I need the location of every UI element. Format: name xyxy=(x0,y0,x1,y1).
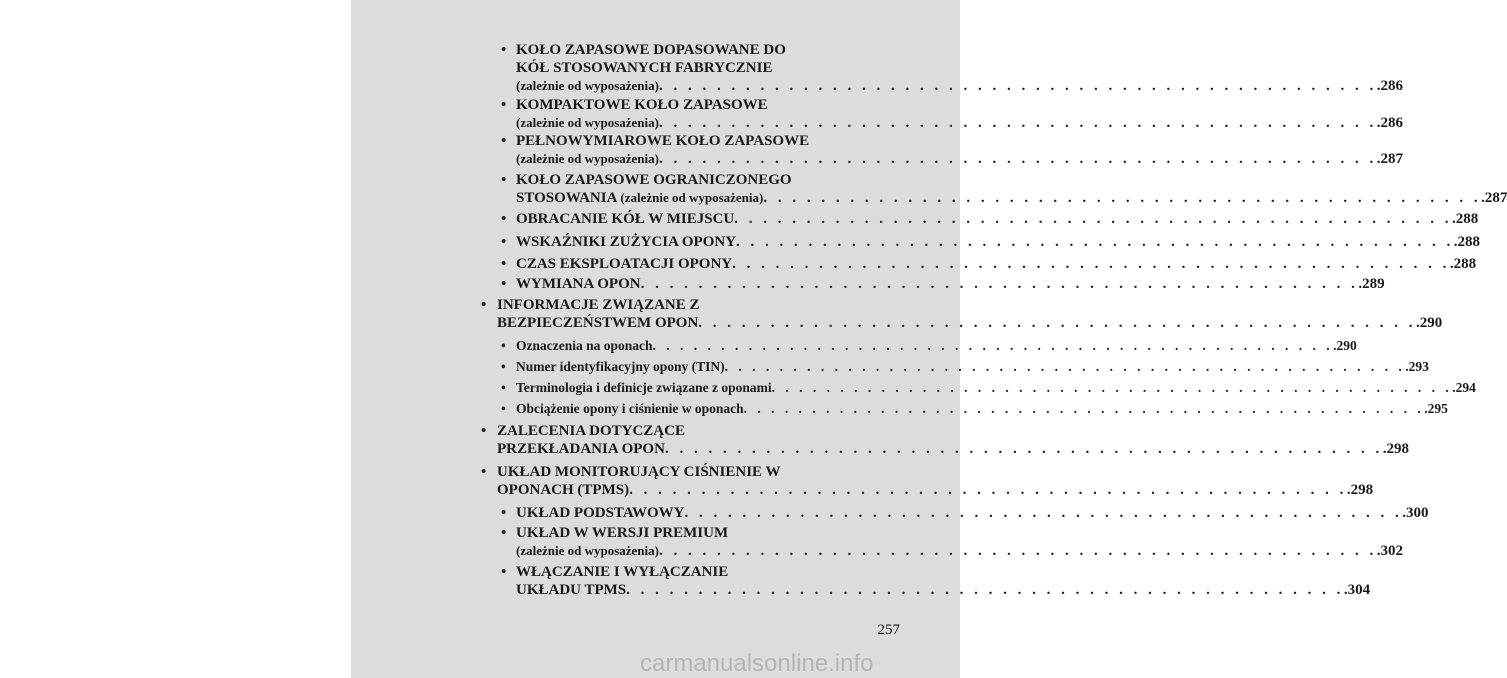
toc-entry-page: .286 xyxy=(1376,115,1403,131)
toc-entry-title: UKŁADU TPMS xyxy=(516,582,627,598)
bullet-icon: • xyxy=(481,297,487,313)
toc-entry-title: (zależnie od wyposażenia) xyxy=(516,543,659,558)
toc-entry-note: (zależnie od wyposażenia) xyxy=(620,190,764,205)
toc-entry-page: .293 xyxy=(1405,359,1429,374)
bullet-icon: • xyxy=(501,564,507,580)
toc-entry-title-line: KOŁO ZAPASOWE OGRANICZONEGO xyxy=(516,172,792,188)
dot-leader: . . . . . . . . . . . . . . . . . . . . . . . . . . . . . . . . . . . . . . . . . . . . . . . . . . xyxy=(640,276,1359,292)
toc-entry-title: WSKAŹNIKI ZUŻYCIA OPONY xyxy=(516,234,737,250)
toc-entry-page: .290 xyxy=(1333,338,1357,353)
toc-entry-title-line: INFORMACJE ZWIĄZANE Z xyxy=(497,297,700,313)
bullet-icon: • xyxy=(481,464,487,480)
toc-entry-title: STOSOWANIA xyxy=(516,190,617,206)
bullet-icon: • xyxy=(501,42,507,58)
toc-entry-page: .304 xyxy=(1343,582,1371,598)
toc-entry-title: Oznaczenia na oponach xyxy=(516,338,653,353)
toc-entry-title-line: UKŁAD MONITORUJĄCY CIŚNIENIE W xyxy=(497,464,781,480)
dot-leader: . . . . . . . . . . . . . . . . . . . . . . . . . . . . . . . . . . . . . . . . . . . . . . . . . . xyxy=(658,543,1377,559)
toc-entry-title-line: KOMPAKTOWE KOŁO ZAPASOWE xyxy=(516,97,768,113)
toc-entry-title: BEZPIECZEŃSTWEM OPON xyxy=(497,315,699,331)
toc-entry-title: PRZEKŁADANIA OPON xyxy=(497,441,665,457)
dot-leader: . . . . . . . . . . . . . . . . . . . . . . . . . . . . . . . . . . . . . . . . . . . . . . . . . . xyxy=(698,315,1417,331)
dot-leader: . . . . . . . . . . . . . . . . . . . . . . . . . . . . . . . . . . . . . . . . . . . . . . . . . . xyxy=(658,115,1377,131)
bullet-icon: • xyxy=(501,359,506,374)
toc-entry-title: WYMIANA OPON xyxy=(516,276,641,292)
dot-leader: . . . . . . . . . . . . . . . . . . . . . . . . . . . . . . . . . . . . . . . . . . . . . . . . . . xyxy=(658,151,1377,167)
toc-entry-title: OBRACANIE KÓŁ W MIEJSCU xyxy=(516,211,735,227)
toc-entry-title-line: ZALECENIA DOTYCZĄCE xyxy=(497,423,685,439)
bullet-icon: • xyxy=(501,401,506,416)
toc-entry-title: (zależnie od wyposażenia) xyxy=(516,151,659,166)
dot-leader: . . . . . . . . . . . . . . . . . . . . . . . . . . . . . . . . . . . . . . . . . . . . . . . . . . xyxy=(763,190,1482,206)
dot-leader: . . . . . . . . . . . . . . . . . . . . . . . . . . . . . . . . . . . . . . . . . . . . . . . . . . xyxy=(684,505,1403,521)
toc-entry-page: .288 xyxy=(1449,256,1477,272)
bullet-icon: • xyxy=(501,234,507,250)
dot-leader: . . . . . . . . . . . . . . . . . . . . . . . . . . . . . . . . . . . . . . . . . . . . . . . . . . xyxy=(771,380,1453,395)
dot-leader: . . . . . . . . . . . . . . . . . . . . . . . . . . . . . . . . . . . . . . . . . . . . . . . . . . xyxy=(736,234,1454,250)
bullet-icon: • xyxy=(501,505,507,521)
bullet-icon: • xyxy=(481,423,487,439)
toc-entry-title-line: UKŁAD W WERSJI PREMIUM xyxy=(516,525,729,541)
toc-entry-page: .302 xyxy=(1376,543,1403,559)
bullet-icon: • xyxy=(501,97,507,113)
toc-entry-title: Terminologia i definicje związane z oponami xyxy=(516,380,772,395)
bullet-icon: • xyxy=(501,276,507,292)
dot-leader: . . . . . . . . . . . . . . . . . . . . . . . . . . . . . . . . . . . . . . . . . . . . . . . . . . xyxy=(732,256,1450,272)
toc-entry-page: .286 xyxy=(1376,78,1403,94)
bullet-icon: • xyxy=(501,338,506,353)
toc-entry-title: (zależnie od wyposażenia) xyxy=(516,115,659,130)
watermark-text: carmanualsonline.info xyxy=(640,650,874,677)
toc-entry-title: UKŁAD PODSTAWOWY xyxy=(516,505,685,521)
dot-leader: . . . . . . . . . . . . . . . . . . . . . . . . . . . . . . . . . . . . . . . . . . . . . . . . . . xyxy=(724,359,1406,374)
toc-entry-title: Numer identyfikacyjny opony (TIN) xyxy=(516,359,725,374)
toc-entry-title: Obciążenie opony i ciśnienie w oponach xyxy=(516,401,744,416)
toc-entry-page: .288 xyxy=(1451,211,1479,227)
toc-entry-page: .290 xyxy=(1416,315,1443,331)
bullet-icon: • xyxy=(501,211,507,227)
dot-leader: . . . . . . . . . . . . . . . . . . . . . . . . . . . . . . . . . . . . . . . . . . . . . . . . . . xyxy=(652,338,1334,353)
dot-leader: . . . . . . . . . . . . . . . . . . . . . . . . . . . . . . . . . . . . . . . . . . . . . . . . . . xyxy=(629,482,1347,498)
bullet-icon: • xyxy=(501,525,507,541)
toc-entry-page: .287 xyxy=(1376,151,1403,167)
toc-entry-page: .295 xyxy=(1424,401,1448,416)
toc-entry-title-line: PEŁNOWYMIAROWE KOŁO ZAPASOWE xyxy=(516,133,810,149)
toc-entry-title-line: WŁĄCZANIE I WYŁĄCZANIE xyxy=(516,564,729,580)
bullet-icon: • xyxy=(501,380,506,395)
toc-entry-page: .287 xyxy=(1481,190,1507,206)
toc-entry-page: .288 xyxy=(1453,234,1481,250)
toc-entry-page: .298 xyxy=(1382,441,1409,457)
toc-entry-page: .289 xyxy=(1358,276,1385,292)
toc-entry-page: .298 xyxy=(1346,482,1374,498)
bullet-icon: • xyxy=(501,256,507,272)
dot-leader: . . . . . . . . . . . . . . . . . . . . . . . . . . . . . . . . . . . . . . . . . . . . . . . . . . xyxy=(664,441,1383,457)
dot-leader: . . . . . . . . . . . . . . . . . . . . . . . . . . . . . . . . . . . . . . . . . . . . . . . . . . xyxy=(734,211,1452,227)
dot-leader: . . . . . . . . . . . . . . . . . . . . . . . . . . . . . . . . . . . . . . . . . . . . . . . . . . xyxy=(626,582,1344,598)
toc-entry-page: .300 xyxy=(1402,505,1429,521)
toc-entry-title: OPONACH (TPMS) xyxy=(497,482,630,498)
toc-entry-title: CZAS EKSPLOATACJI OPONY xyxy=(516,256,733,272)
page-number: 257 xyxy=(877,622,900,638)
dot-leader: . . . . . . . . . . . . . . . . . . . . . . . . . . . . . . . . . . . . . . . . . . . . . . . . . . xyxy=(743,401,1425,416)
bullet-icon: • xyxy=(501,133,507,149)
dot-leader: . . . . . . . . . . . . . . . . . . . . . . . . . . . . . . . . . . . . . . . . . . . . . . . . . . xyxy=(658,78,1377,94)
toc-entry-title-line: KÓŁ STOSOWANYCH FABRYCZNIE xyxy=(516,60,773,76)
toc-entry-title: (zależnie od wyposażenia) xyxy=(516,78,659,93)
toc-entry-page: .294 xyxy=(1452,380,1476,395)
toc-entry-title-line: KOŁO ZAPASOWE DOPASOWANE DO xyxy=(516,42,786,58)
bullet-icon: • xyxy=(501,172,507,188)
